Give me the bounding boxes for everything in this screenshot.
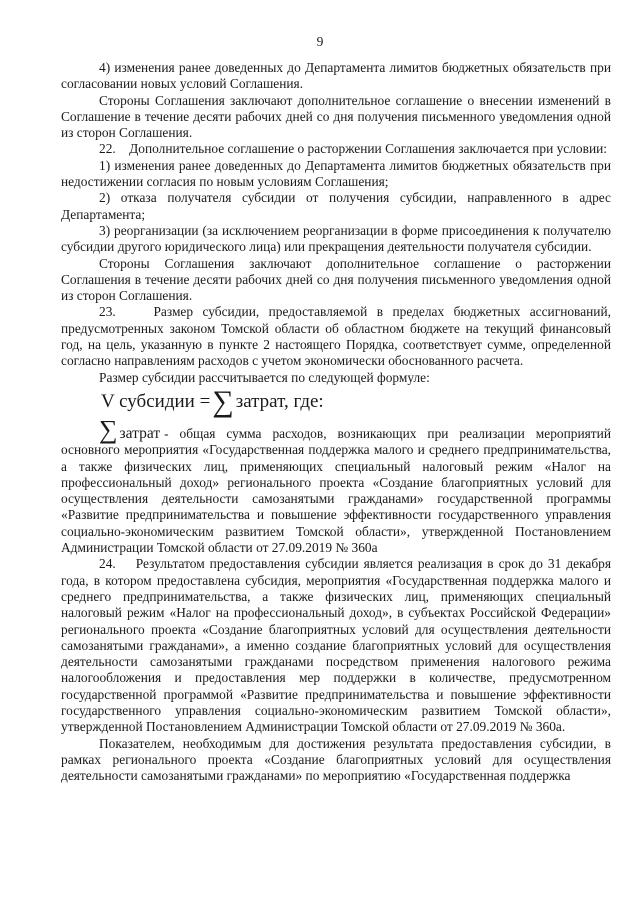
document-body — [61, 60, 611, 784]
paragraph-condition-1: 1) изменения ранее доведенных до Департамента лимитов бюджетных обязательств при недостижении согласия по новым условиям Соглашения; — [61, 157, 611, 190]
formula-rhs: затрат, где: — [235, 390, 324, 412]
paragraph-item-4: 4) изменения ранее доведенных до Департамента лимитов бюджетных обязательств при согласовании новых условий Соглашения. — [61, 60, 611, 92]
formula-lhs: V субсидии = — [101, 390, 211, 412]
paragraph-amendment-terms: Стороны Соглашения заключают дополнительное соглашение о внесении изменений в Соглашение в течение десяти рабочих дней со дня получения письменного уведомления одной из сторон Соглашения. — [61, 92, 611, 141]
paragraph-sum-definition — [61, 414, 611, 556]
paragraph-clause-22: 22. Дополнительное соглашение о расторжении Соглашения заключается при условии: — [99, 141, 607, 157]
paragraph-clause-23: 23. Размер субсидии, предоставляемой в пределах бюджетных ассигнований, предусмотренных законом Томской области об областном бюджете на текущий финансовый год, на цель, указанную в пункте 2 настоящего Порядка, соответствует сумме, определенной согласно направлениям расходов с учетом экономически обоснованного расчета. — [61, 304, 611, 369]
definition-term: затрат — [119, 424, 161, 442]
paragraph-formula-intro: Размер субсидии рассчитывается по следующей формуле: — [99, 369, 430, 385]
subsidy-formula — [61, 384, 611, 418]
paragraph-indicator: Показателем, необходимым для достижения результата предоставления субсидии, в рамках регионального проекта «Создание благоприятных условий для осуществления деятельности самозанятыми гражданами» по мероприятию «Государственная поддержка — [61, 735, 611, 784]
paragraph-termination-terms: Стороны Соглашения заключают дополнительное соглашение о расторжении Соглашения в течение десяти рабочих дней со дня получения письменного уведомления одной из сторон Соглашения. — [61, 255, 611, 304]
paragraph-condition-3: 3) реорганизации (за исключением реорганизации в форме присоединения к получателю субсидии другого юридического лица) или прекращения деятельности получателя субсидии. — [61, 222, 611, 255]
paragraph-condition-2: 2) отказа получателя субсидии от получения субсидии, направленного в адрес Департамента; — [61, 190, 611, 222]
sum-symbol: ∑ — [212, 384, 234, 418]
definition-text: - общая сумма расходов, возникающих при реализации мероприятий основного мероприятия «Государственная поддержка малого и среднего предпринимательства, а также физических лиц, применяющих специальный налоговый режим «Налог на профессиональный доход» регионального проекта «Создание благоприятных условий для осуществления деятельности самозанятыми гражданами» государственной программы «Развитие предпринимательства и повышение эффективности государственного управления социально-экономическим развитием Томской области», утвержденной Постановлением Администрации Томской области от 27.09.2019 № 360а — [61, 425, 611, 556]
page-number: 9 — [316, 34, 324, 49]
definition-sum-symbol: ∑ — [99, 414, 118, 444]
paragraph-clause-24: 24. Результатом предоставления субсидии является реализация в срок до 31 декабря года, в котором предоставлена субсидия, мероприятия «Государственная поддержка малого и среднего предпринимательства, а также физических лиц, применяющих специальный налоговый режим «Налог на профессиональный доход», в субъектах Российской Федерации» регионального проекта «Создание благоприятных условий для осуществления деятельности самозанятыми гражданами», а именно создание благоприятных условий для осуществления деятельности самозанятыми гражданами посредством применения налогового режима налогообложения и предоставления мер поддержки в количестве, предусмотренном государственной программой «Развитие предпринимательства и повышение эффективности государственного управления социально-экономическим развитием Томской области», утвержденной Постановлением Администрации Томской области от 27.09.2019 № 360а. — [61, 556, 611, 735]
